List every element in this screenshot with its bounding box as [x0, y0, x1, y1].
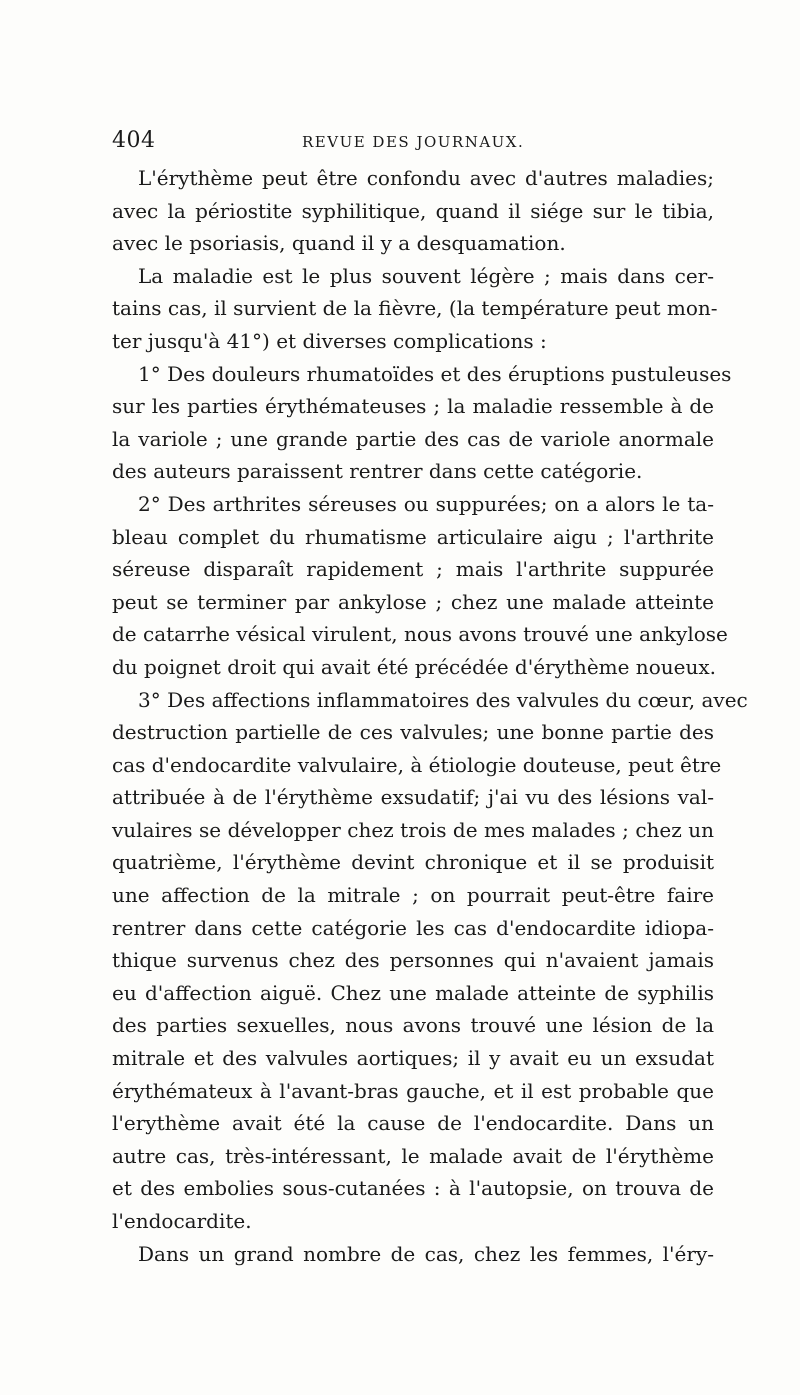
text-line: érythémateux à l'avant-bras gauche, et il est probable que	[112, 1078, 714, 1103]
text-line: cas d'endocardite valvulaire, à étiologie douteuse, peut être	[112, 752, 722, 777]
text-line: avec le psoriasis, quand il y a desquamation.	[112, 231, 566, 256]
text-line: autre cas, très-intéressant, le malade avait de l'érythème	[112, 1143, 714, 1168]
text-line: mitrale et des valvules aortiques; il y avait eu un exsudat	[112, 1046, 714, 1071]
text-line: peut se terminer par ankylose ; chez une malade atteinte	[112, 589, 714, 614]
text-line: de catarrhe vésical virulent, nous avons trouvé une ankylose	[112, 622, 728, 647]
text-line: sur les parties érythémateuses ; la maladie ressemble à de	[112, 394, 714, 419]
text-line: quatrième, l'érythème devint chronique et il se produisit	[112, 850, 714, 875]
running-head	[112, 128, 712, 160]
text-line: l'erythème avait été la cause de l'endocardite. Dans un	[112, 1111, 714, 1136]
text-line: avec la périostite syphilitique, quand il siége sur le tibia,	[112, 198, 714, 223]
text-line: une affection de la mitrale ; on pourrait peut-être faire	[112, 883, 714, 908]
header-title: REVUE DES JOURNAUX.	[302, 133, 525, 151]
text-line: 2° Des arthrites séreuses ou suppurées; on a alors le ta-	[138, 491, 714, 516]
text-line: ter jusqu'à 41°) et diverses complications :	[112, 328, 547, 353]
text-line: thique survenus chez des personnes qui n'avaient jamais	[112, 948, 714, 973]
text-line: vulaires se développer chez trois de mes malades ; chez un	[112, 817, 714, 842]
text-line: attribuée à de l'érythème exsudatif; j'ai vu des lésions val-	[112, 785, 714, 810]
text-line: La maladie est le plus souvent légère ; mais dans cer-	[138, 263, 714, 288]
text-line: du poignet droit qui avait été précédée d'érythème noueux.	[112, 654, 716, 679]
text-line: séreuse disparaît rapidement ; mais l'arthrite suppurée	[112, 557, 714, 582]
page-number: 404	[112, 128, 156, 153]
text-line: bleau complet du rhumatisme articulaire aigu ; l'arthrite	[112, 524, 714, 549]
text-line: des parties sexuelles, nous avons trouvé une lésion de la	[112, 1013, 714, 1038]
text-line: des auteurs paraissent rentrer dans cette catégorie.	[112, 459, 643, 484]
text-line: et des embolies sous-cutanées : à l'autopsie, on trouva de	[112, 1176, 714, 1201]
text-line: 1° Des douleurs rhumatoïdes et des éruptions pustuleuses	[138, 361, 732, 386]
text-line: eu d'affection aiguë. Chez une malade atteinte de syphilis	[112, 980, 714, 1005]
text-line: 3° Des affections inflammatoires des valvules du cœur, avec	[138, 687, 748, 712]
text-line: Dans un grand nombre de cas, chez les femmes, l'éry-	[138, 1241, 714, 1266]
body-text	[112, 162, 748, 1270]
text-line: l'endocardite.	[112, 1209, 252, 1233]
text-line: L'érythème peut être confondu avec d'autres maladies;	[138, 166, 714, 190]
text-line: destruction partielle de ces valvules; une bonne partie des	[112, 720, 714, 745]
text-line: tains cas, il survient de la fièvre, (la température peut mon-	[112, 296, 718, 321]
text-line: rentrer dans cette catégorie les cas d'endocardite idiopa-	[112, 915, 714, 940]
text-line: la variole ; une grande partie des cas de variole anormale	[112, 426, 714, 451]
